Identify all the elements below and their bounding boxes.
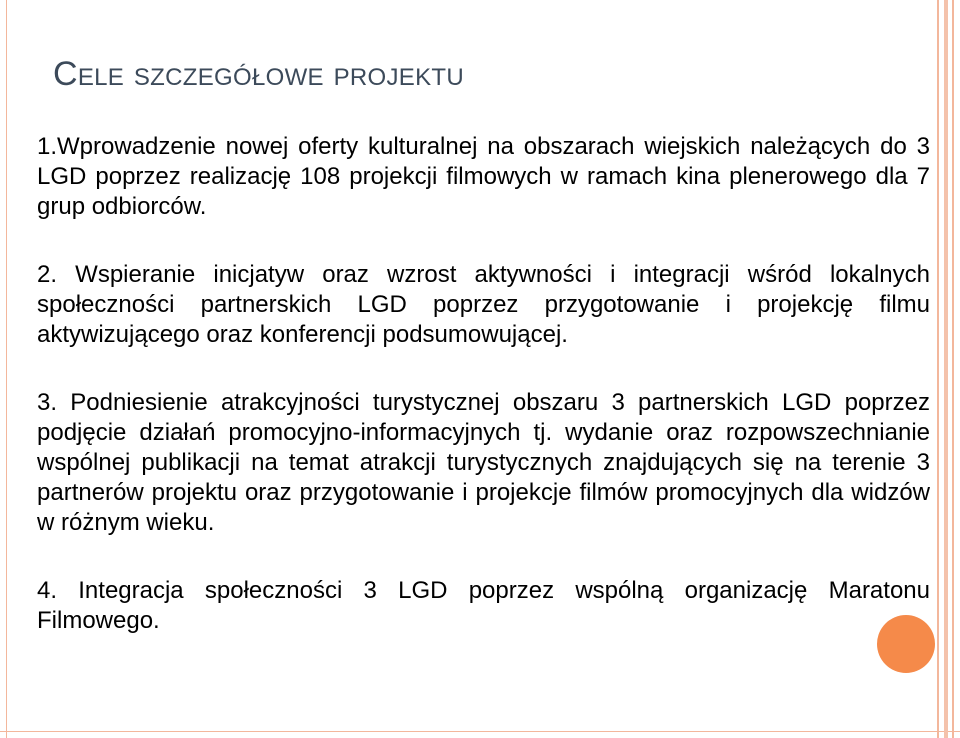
objective-paragraph-4: 4. Integracja społeczności 3 LGD poprzez wspólną organizację Maratonu Filmowego. [37, 577, 930, 634]
slide-title: Cele szczegółowe projektu [53, 55, 465, 93]
frame-line-bottom [0, 731, 960, 732]
decorative-circle-icon [877, 615, 935, 673]
frame-line-right-outer [952, 0, 954, 738]
slide-content [37, 132, 930, 636]
frame-line-left [6, 0, 7, 738]
frame-line-right-inner [937, 0, 939, 738]
objective-paragraph-1: 1.Wprowadzenie nowej oferty kulturalnej na obszarach wiejskich należących do 3 LGD poprzez realizację 108 projekcji filmowych w ramach kina plenerowego dla 7 grup odbiorców. [37, 133, 930, 220]
objective-paragraph-3: 3. Podniesienie atrakcyjności turystycznej obszaru 3 partnerskich LGD poprzez podjęcie działań promocyjno-informacyjnych tj. wydanie oraz rozpowszechnianie wspólnej publikacji na temat atrakcji turystycznych znajdujących się na terenie 3 partnerów projektu oraz przygotowanie i projekcje filmów promocyjnych dla widzów w różnym wieku. [37, 389, 930, 536]
objective-paragraph-2: 2. Wspieranie inicjatyw oraz wzrost aktywności i integracji wśród lokalnych społeczności partnerskich LGD poprzez przygotowanie i projekcję filmu aktywizującego oraz konferencji podsumowującej. [37, 261, 930, 348]
frame-line-right-middle [944, 0, 948, 738]
